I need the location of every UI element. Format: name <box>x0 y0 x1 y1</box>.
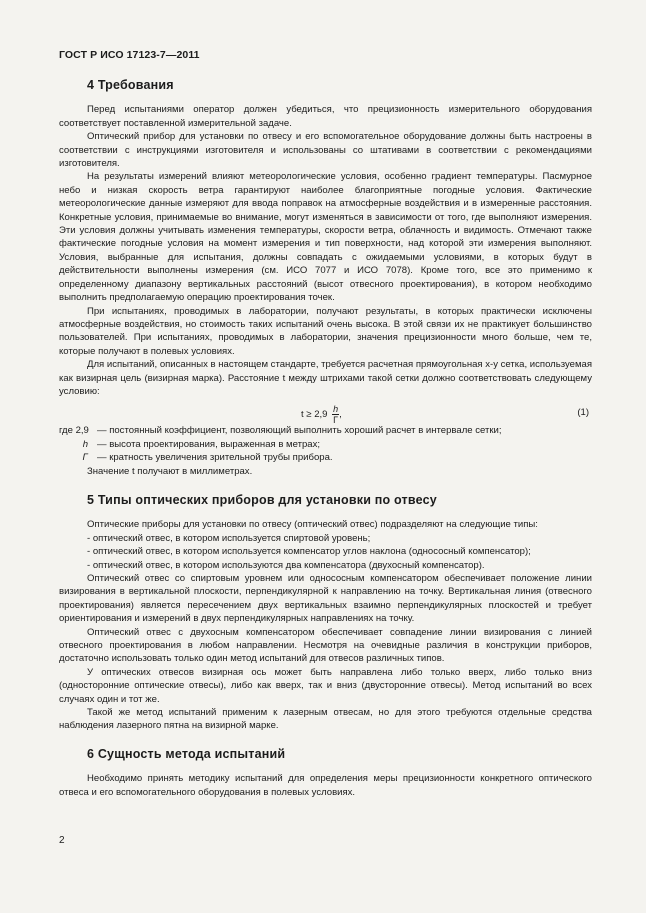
legend-symbol: h <box>82 438 88 450</box>
section-5-heading: 5 Типы оптических приборов для установки по отвесу <box>87 492 437 507</box>
formula-legend-row <box>59 424 592 437</box>
page-number: 2 <box>59 835 65 846</box>
list-item: - оптический отвес, в котором используется компенсатор углов наклона (однососный компенсатор); <box>87 546 531 558</box>
formula-expression <box>301 404 342 425</box>
legend-symbol: где 2,9 <box>59 425 89 437</box>
formula-legend-row <box>59 438 592 451</box>
section-5-paragraph: Оптический отвес со спиртовым уровнем или однососным компенсатором обеспечивает положение линии визирования в вертикальной плоскости, перпендикулярной к направлению на точку. Вертикальная линия (отвесного проектирования) является пересечением двух вертикальных взаимно перпендикулярных плоскостей и требует ориентирования и измерений в двух перпендикулярных направлениях на точку. <box>59 573 592 625</box>
section-4-paragraph: Оптический прибор для установки по отвесу и его вспомогательное оборудование должны быть настроены в соответствии с инструкциями изготовителя и использованы со штативами в соответствии с рекомендациями изготовителя. <box>59 131 592 170</box>
section-4-paragraph: Перед испытаниями оператор должен убедиться, что прецизионность измерительного оборудования соответствует поставленной измерительной задаче. <box>59 104 592 129</box>
legend-description: — постоянный коэффициент, позволяющий выполнить хороший расчет в интервале сетки; <box>97 425 502 437</box>
section-5-paragraph: Оптические приборы для установки по отвесу (оптический отвес) подразделяют на следующие типы: <box>87 519 538 531</box>
formula-number: (1) <box>577 407 589 419</box>
list-item: - оптический отвес, в котором используется спиртовой уровень; <box>87 532 371 544</box>
page-content <box>59 74 592 799</box>
formula-denominator: Γ <box>333 415 339 426</box>
formula-legend-row <box>59 451 592 464</box>
list-item: - оптический отвес, в котором используются два компенсатора (двухосный компенсатор). <box>87 559 485 571</box>
legend-description: — кратность увеличения зрительной трубы прибора. <box>97 452 333 464</box>
formula-numerator: h <box>333 404 339 415</box>
section-5-paragraph: У оптических отвесов визирная ось может быть направлена либо только вверх, либо только вниз (односторонние оптические отвесы), либо как вверх, так и вниз (двусторонние отвесы). Метод испытаний во всех случаях один и тот же. <box>59 666 592 705</box>
section-6-paragraph: Необходимо принять методику испытаний для определения меры прецизионности конкретного оптического отвеса и его вспомогательного оборудования в полевых условиях. <box>59 773 592 798</box>
section-4-paragraph: Для испытаний, описанных в настоящем стандарте, требуется расчетная прямоугольная x-y сетка, используемая как визирная цель (визирная марка). Расстояние t между штрихами такой сетки должно соответствовать следующему условию: <box>59 359 592 397</box>
section-4-paragraph: На результаты измерений влияют метеорологические условия, особенно градиент температуры. Пасмурное небо и низкая скорость ветра гарантируют наиболее благоприятные погодные условия. Фактические метеорологические данные измеряют для ввода поправок на атмосферные воздействия и в измеренные расстояния. Конкретные условия, принимаемые во внимание, могут изменяться в зависимости от того, где выполняют измерения. Эти условия должны учитывать изменения температуры, скорости ветра, облачность и видимость. Отмечают также фактические погодные условия на момент измерения и тип поверхности, над которой эти измерения выполняют. Условия, выбранные для испытания, должны совпадать с ожидаемыми условиями, в которых будут в действительности выполнены измерения (см. ИСО 7077 и ИСО 7078). Кроме того, все это применимо к определенному диапазону вертикальных расстояний (высот отвесного проектирования), в котором необходимо выполнить предполагаемую операцию проектирования точек. <box>59 171 592 304</box>
section-4-paragraph: При испытаниях, проводимых в лаборатории, получают результаты, в которых практически исключены атмосферные воздействия, но стоимость таких испытаний очень высока. В этой связи их не практикует большинство пользователей. При испытаниях, проводимых в лаборатории, значения прецизионности много больше, чем те, которые получают в полевых условиях. <box>59 305 592 357</box>
legend-description: — высота проектирования, выраженная в метрах; <box>97 438 321 450</box>
section-6-heading: 6 Сущность метода испытаний <box>87 746 286 761</box>
section-4-heading: 4 Требования <box>87 78 174 92</box>
formula-1 <box>59 398 592 424</box>
formula-lhs: t ≥ 2,9 <box>301 409 328 421</box>
standard-designation: ГОСТ Р ИСО 17123-7—2011 <box>59 49 200 61</box>
section-5-paragraph: Такой же метод испытаний применим к лазерным отвесам, но для этого требуются отдельные средства наблюдения лазерного пятна на визирной марке. <box>59 707 592 732</box>
section-4-paragraph: Значение t получают в миллиметрах. <box>87 465 253 477</box>
legend-symbol: Γ <box>82 452 88 464</box>
section-5-paragraph: Оптический отвес с двухосным компенсатором обеспечивает совпадение линии визирования с линией отвесного проектирования в любом направлении. Несмотря на очевидные различия в конструкции приборов, достаточно использовать только один метод испытаний для отвесов различных типов. <box>59 626 592 665</box>
formula-tail: , <box>339 409 342 421</box>
